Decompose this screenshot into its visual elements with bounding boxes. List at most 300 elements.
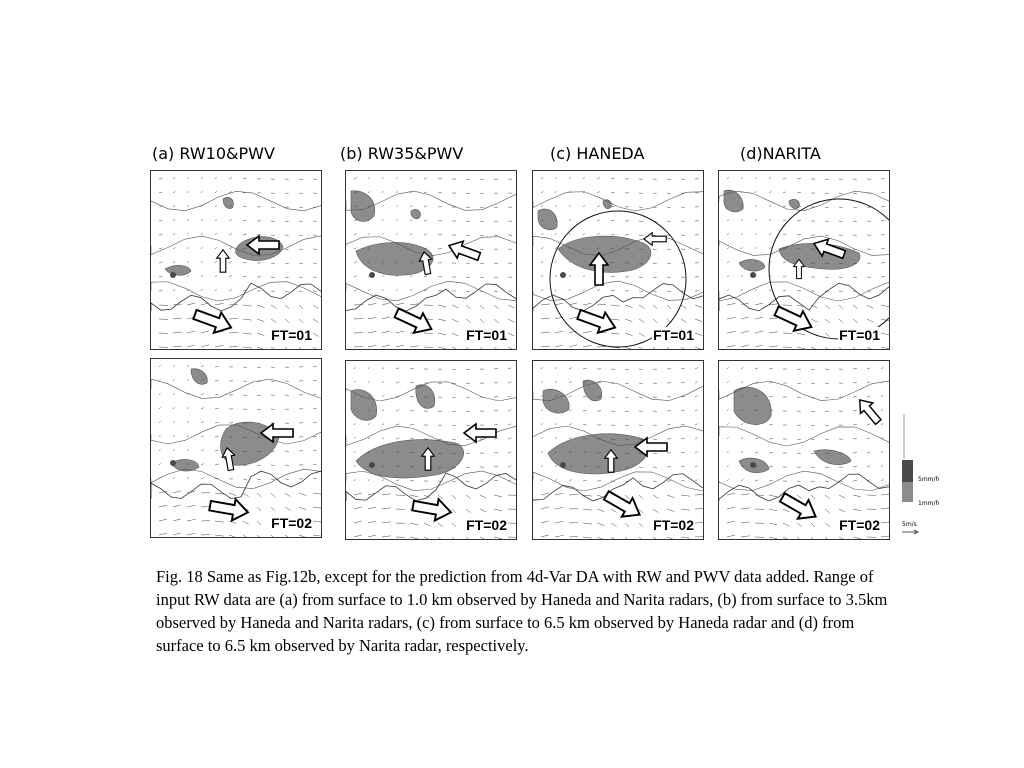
forecast-label-c-ft01: FT=01 [653,327,694,343]
wind-vector [466,537,471,539]
wind-vector [271,479,275,480]
wind-vector [639,383,643,384]
wind-vector [727,261,729,263]
wind-vector [410,537,418,539]
wind-vector [159,262,162,263]
forecast-label-b-ft01: FT=01 [466,327,507,343]
wind-vector [299,263,303,264]
legend-label-wind: 5m/s [902,521,917,528]
wind-vector [667,291,671,292]
wind-vector [229,178,232,180]
wind-vector [396,480,399,481]
wind-vector [159,290,162,291]
wind-vector [541,247,543,249]
wind-vector [173,491,181,493]
wind-vector [438,333,446,335]
wind-vector [187,345,195,347]
wind-vector [797,411,801,412]
wind-vector [368,233,370,235]
wind-vector [159,234,162,235]
wind-vector [695,347,702,349]
wind-vector [173,289,175,291]
wind-vector [438,537,443,539]
wind-vector [653,537,659,539]
wind-vector [382,289,384,291]
wind-vector [853,495,861,497]
wind-vector [695,452,698,453]
wind-vector [257,465,261,466]
wind-vector [187,275,189,277]
wind-vector [187,421,189,423]
wind-vector [667,305,671,309]
wind-vector [271,395,275,396]
rain-area [411,209,421,218]
wind-vector [494,397,498,398]
wind-vector [695,333,702,336]
wind-vector [285,493,291,497]
wind-vector [173,533,181,535]
wind-vector [769,233,771,235]
wind-vector [541,332,550,333]
map-c-ft01 [533,171,703,349]
wind-vector [382,536,391,537]
wind-vector [299,179,303,180]
wind-vector [695,480,698,481]
wind-vector [569,233,571,235]
wind-vector [187,519,195,521]
wind-vector [396,303,404,305]
wind-vector [653,263,657,264]
wind-vector [173,177,175,179]
wind-vector [215,303,223,305]
wind-vector [727,177,729,179]
wind-vector [438,179,442,180]
wind-vector [159,220,162,221]
wind-vector [755,331,763,333]
wind-vector [508,368,511,369]
wind-vector [285,179,289,180]
wind-vector [285,221,289,222]
wind-vector [466,221,470,222]
wind-vector [797,537,802,539]
wind-vector [541,451,543,453]
column-title-b: (b) RW35&PWV [340,144,464,163]
wind-vector [173,477,175,479]
wind-vector [382,275,384,277]
wind-vector [611,523,617,527]
wind-vector [667,509,674,512]
wind-vector [541,304,550,305]
wind-vector [159,379,161,381]
wind-vector [825,347,830,349]
wind-vector [396,424,399,425]
wind-vector [187,219,189,221]
wind-vector [853,305,858,309]
wind-vector [755,247,757,249]
wind-vector [611,305,620,306]
wind-vector [583,509,592,510]
wind-vector [569,303,577,305]
wind-vector [569,410,572,412]
wind-vector [354,465,356,467]
wind-vector [271,305,277,309]
wind-vector [299,193,303,194]
wind-vector [480,263,484,264]
wind-vector [541,507,549,509]
wind-vector [811,453,815,454]
wind-vector [159,206,162,207]
wind-vector [159,505,167,507]
wind-vector [452,509,456,513]
wind-vector [881,347,889,349]
wind-vector [853,425,857,426]
wind-vector [187,533,195,535]
wind-vector [229,234,232,236]
wind-vector [639,481,643,482]
wind-vector [667,249,671,250]
wind-vector [555,177,557,179]
flow-arrow [601,486,645,524]
rain-area [356,440,464,478]
wind-vector [508,347,514,349]
wind-vector [173,191,175,193]
wind-vector [639,347,645,349]
wind-vector [494,537,502,539]
wind-vector [797,179,801,180]
wind-vector [396,191,398,193]
wind-vector [727,345,735,347]
wind-vector [853,207,857,208]
wind-vector [368,507,376,509]
wind-vector [881,465,883,467]
wind-vector [494,369,498,370]
wind-vector [555,191,557,193]
wind-vector [229,305,238,306]
wind-vector [243,535,249,537]
wind-vector [494,291,498,292]
wind-vector [555,423,557,425]
wind-vector [299,277,303,278]
wind-vector [727,317,735,319]
legend-label-1mm: 1mm/h [918,500,940,507]
wind-vector [741,437,743,439]
wind-vector [797,523,802,527]
wind-vector [839,537,845,539]
wind-vector [424,220,427,221]
wind-vector [597,523,604,526]
wind-vector [201,345,209,347]
wind-vector [839,495,845,498]
wind-vector [769,318,778,319]
wind-vector [494,495,502,497]
wind-vector [159,519,167,521]
wind-vector [783,537,790,539]
wind-vector [755,205,757,207]
wind-vector [313,478,317,479]
wind-vector [797,369,801,370]
wind-vector [466,207,470,208]
wind-vector [755,368,758,369]
wind-vector [881,235,885,236]
wind-vector [541,437,543,439]
wind-vector [285,249,289,250]
legend-label-5mm: 5mm/h [918,476,940,483]
wind-vector [480,207,484,208]
wind-vector [867,424,870,425]
wind-vector [555,275,557,277]
wind-vector [667,263,671,264]
wind-vector [271,493,275,497]
wind-vector [681,452,685,453]
wind-vector [667,207,671,208]
wind-vector [541,346,550,347]
wind-vector [368,437,370,439]
wind-vector [243,521,249,525]
rain-area [789,199,799,208]
rain-area [165,265,191,275]
wind-vector [410,425,414,426]
wind-vector [410,383,414,384]
panel-d-ft01 [718,170,890,350]
wind-vector [797,235,801,236]
wind-vector [867,466,870,467]
wind-vector [466,495,471,499]
wind-vector [727,289,729,291]
forecast-label-d-ft02: FT=02 [839,517,880,533]
wind-vector [769,383,773,384]
wind-vector [229,535,236,537]
wind-vector [201,422,204,424]
heavy-rain-spot [560,272,566,278]
wind-vector [382,522,391,523]
contour-line [151,469,321,488]
wind-vector [382,494,391,495]
wind-vector [769,289,771,291]
wind-vector [424,178,427,179]
wind-vector [583,523,592,524]
panel-c-ft02 [532,360,704,540]
wind-vector [825,291,829,292]
wind-vector [201,275,203,277]
wind-vector [727,507,735,509]
wind-vector [313,521,321,522]
wind-vector [555,289,557,291]
wind-vector [839,319,843,323]
wind-vector [755,317,763,319]
wind-vector [299,507,306,510]
wind-vector [769,495,777,497]
wind-vector [480,235,484,236]
wind-vector [201,408,204,410]
wind-vector [555,303,563,305]
wind-vector [466,193,470,194]
wind-vector [494,207,498,208]
wind-vector [867,452,870,453]
wind-vector [508,396,511,397]
wind-vector [215,436,219,437]
wind-vector [410,411,414,412]
wind-vector [769,191,771,193]
wind-vector [611,234,615,235]
wind-vector [257,319,264,322]
wind-vector [159,192,162,193]
contour-line [151,379,321,398]
wind-vector [354,493,362,495]
wind-vector [597,178,600,180]
wind-vector [508,382,511,383]
wind-vector [811,411,815,412]
map-a-ft01 [151,171,321,349]
wind-vector [611,333,620,334]
wind-vector [285,193,289,194]
wind-vector [466,411,470,412]
wind-vector [382,437,384,439]
wind-vector [583,537,592,538]
wind-vector [797,495,802,499]
wind-vector [159,463,161,465]
wind-vector [354,479,356,481]
wind-vector [201,507,210,508]
wind-vector [755,191,757,193]
wind-vector [466,453,470,454]
map-a-ft02 [151,359,321,537]
wind-vector [867,382,870,383]
wind-vector [639,537,643,539]
wind-vector [173,318,182,319]
wind-vector [555,437,557,439]
wind-vector [653,291,657,292]
wind-vector [597,305,606,306]
wind-vector [494,249,498,250]
wind-vector [541,191,543,193]
wind-vector [541,367,543,369]
wind-vector [797,425,801,426]
wind-vector [541,205,543,207]
wind-vector [382,381,384,383]
wind-vector [173,505,181,507]
heavy-rain-spot [560,462,566,468]
wind-vector [396,368,399,369]
wind-vector [508,333,514,336]
wind-vector [354,367,356,369]
wind-vector [583,424,587,425]
wind-vector [368,289,370,291]
wind-vector [438,439,442,440]
wind-vector [438,221,442,222]
wind-vector [201,521,210,522]
wind-vector [541,479,543,481]
wind-vector [741,317,749,319]
wind-vector [313,366,317,367]
wind-vector [769,481,773,482]
wind-vector [382,205,384,207]
wind-vector [839,277,843,278]
wind-vector [466,467,470,468]
wind-vector [257,367,261,368]
wind-vector [466,179,470,180]
panel-a-ft02 [150,358,322,538]
wind-vector [695,396,698,397]
wind-vector [173,332,182,333]
heavy-rain-spot [170,460,176,466]
panel-b-ft01 [345,170,517,350]
wind-vector [825,523,830,527]
wind-vector [187,477,189,479]
wind-vector [480,347,484,349]
wind-vector [271,367,275,368]
wind-vector [625,305,632,308]
wind-vector [611,220,615,221]
wind-vector [741,522,750,523]
wind-vector [639,495,643,499]
wind-vector [243,493,249,497]
wind-vector [354,178,357,179]
wind-vector [541,409,543,411]
wind-vector [243,206,247,207]
wind-vector [452,369,456,370]
wind-vector [741,275,743,277]
wind-vector [438,425,442,426]
wind-vector [653,193,657,194]
coastline [719,474,889,501]
wind-vector [201,394,204,396]
wind-vector [438,523,443,527]
wind-vector [811,383,815,384]
wind-vector [187,331,195,333]
wind-vector [755,303,763,305]
panel-b-ft02 [345,360,517,540]
wind-vector [313,380,317,381]
wind-vector [257,305,264,308]
wind-vector [741,508,750,509]
wind-vector [201,191,203,193]
wind-vector [555,247,557,249]
rain-area [191,369,207,385]
wind-vector [494,235,498,236]
wind-vector [215,366,219,367]
wind-vector [396,438,399,439]
wind-vector [783,290,786,291]
wind-vector [755,480,758,481]
wind-vector [755,452,758,453]
wind-vector [825,369,829,370]
wind-vector [881,479,883,481]
wind-vector [597,537,604,539]
wind-vector [541,381,543,383]
rain-area [538,209,557,230]
wind-vector [769,219,771,221]
wind-vector [881,263,885,264]
wind-vector [410,219,412,221]
wind-vector [681,347,687,349]
wind-vector [681,424,685,425]
wind-vector [396,345,404,347]
wind-vector [382,409,384,411]
wind-vector [354,535,362,537]
wind-vector [769,397,773,398]
wind-vector [555,521,563,523]
figure-caption: Fig. 18 Same as Fig.12b, except for the prediction from 4d-Var DA with RW and PWV data added. Range of input RW data are (a) from surface to 1.0 km observed by Haneda and Narita radars, (b) from surface to 3.5km observed by Haneda and Narita radars, (c) from surface to 6.5 km observed by Haneda radar and (d) from surface to 6.5 km observed by Narita radar, respectively. [156,567,888,655]
wind-vector [438,411,442,412]
wind-vector [354,507,362,509]
wind-vector [667,193,671,194]
wind-vector [187,233,189,235]
forecast-label-b-ft02: FT=02 [466,517,507,533]
wind-vector [853,179,857,180]
wind-vector [569,424,572,426]
wind-vector [452,523,456,527]
wind-vector [201,464,204,466]
